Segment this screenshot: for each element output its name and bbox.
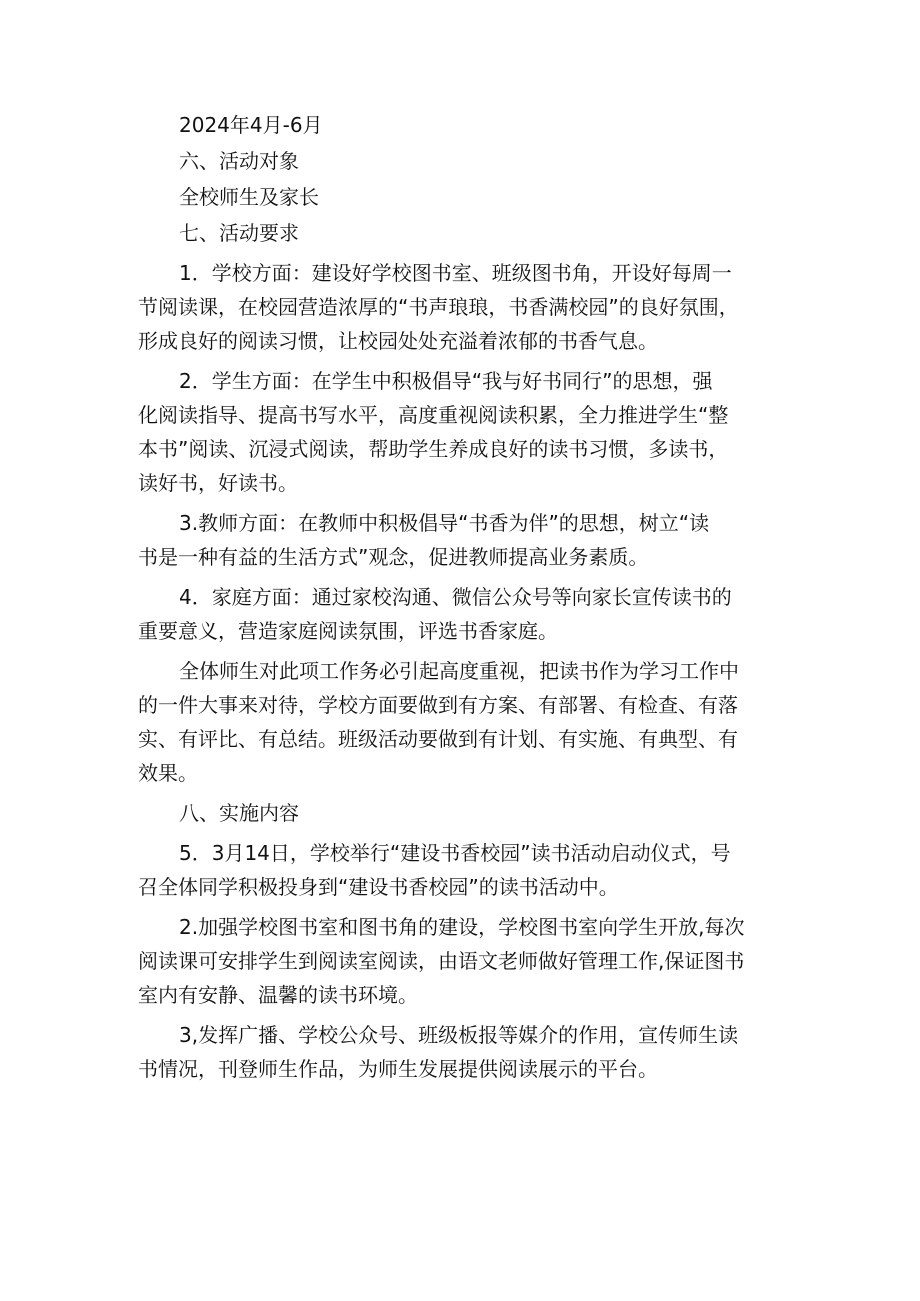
implementation-item-library xyxy=(138,910,786,1012)
date-line: 2024年4月-6月 xyxy=(179,113,323,137)
paragraph-line: 节阅读课，在校园营造浓厚的“书声琅琅，书香满校园”的良好氛围， xyxy=(138,295,739,319)
requirement-closing-paragraph xyxy=(138,654,786,790)
paragraph-line: 3,发挥广播、学校公众号、班级板报等媒介的作用，宣传师生读 xyxy=(179,1023,739,1047)
paragraph-line: 4．家庭方面：通过家校沟通、微信公众号等向家长宣传读书的 xyxy=(179,585,732,609)
paragraph-line: 1．学校方面：建设好学校图书室、班级图书角，开设好每周一 xyxy=(179,261,732,285)
section-7-heading: 七、活动要求 xyxy=(179,221,299,245)
paragraph-line: 3.教师方面：在教师中积极倡导“书香为伴”的思想，树立“读 xyxy=(179,511,710,535)
paragraph-line: 形成良好的阅读习惯，让校园处处充溢着浓郁的书香气息。 xyxy=(138,329,658,353)
paragraph-line: 本书”阅读、沉浸式阅读，帮助学生养成良好的读书习惯，多读书， xyxy=(138,437,729,461)
paragraph-line: 读好书，好读书。 xyxy=(138,471,298,495)
implementation-item-media xyxy=(138,1018,786,1086)
requirement-item-teachers xyxy=(138,506,786,574)
paragraph-line: 的一件大事来对待，学校方面要做到有方案、有部署、有检查、有落 xyxy=(138,693,738,717)
requirement-item-students xyxy=(138,364,786,500)
requirement-item-family xyxy=(138,580,786,648)
paragraph-line: 阅读课可安排学生到阅读室阅读，由语文老师做好管理工作,保证图书 xyxy=(138,949,745,973)
section-6-heading: 六、活动对象 xyxy=(179,149,299,173)
paragraph-line: 化阅读指导、提高书写水平，高度重视阅读积累，全力推进学生“整 xyxy=(138,403,729,427)
implementation-item-launch xyxy=(138,836,786,904)
paragraph-line: 室内有安静、温馨的读书环境。 xyxy=(138,983,418,1007)
paragraph-line: 2．学生方面：在学生中积极倡导“我与好书同行”的思想，强 xyxy=(179,369,713,393)
section-6-body: 全校师生及家长 xyxy=(179,185,319,209)
paragraph-line: 5．3月14日，学校举行“建设书香校园”读书活动启动仪式，号 xyxy=(179,841,731,865)
requirement-item-school xyxy=(138,256,786,358)
paragraph-line: 2.加强学校图书室和图书角的建设，学校图书室向学生开放,每次 xyxy=(179,915,745,939)
paragraph-line: 实、有评比、有总结。班级活动要做到有计划、有实施、有典型、有 xyxy=(138,727,738,751)
paragraph-line: 效果。 xyxy=(138,761,198,785)
paragraph-line: 书情况，刊登师生作品，为师生发展提供阅读展示的平台。 xyxy=(138,1057,658,1081)
paragraph-line: 书是一种有益的生活方式”观念，促进教师提高业务素质。 xyxy=(138,545,649,569)
paragraph-line: 召全体同学积极投身到“建设书香校园”的读书活动中。 xyxy=(138,875,619,899)
paragraph-line: 重要意义，营造家庭阅读氛围，评选书香家庭。 xyxy=(138,619,558,643)
section-8-heading: 八、实施内容 xyxy=(179,801,299,825)
paragraph-line: 全体师生对此项工作务必引起高度重视，把读书作为学习工作中 xyxy=(179,659,739,683)
document-body xyxy=(138,108,786,1086)
